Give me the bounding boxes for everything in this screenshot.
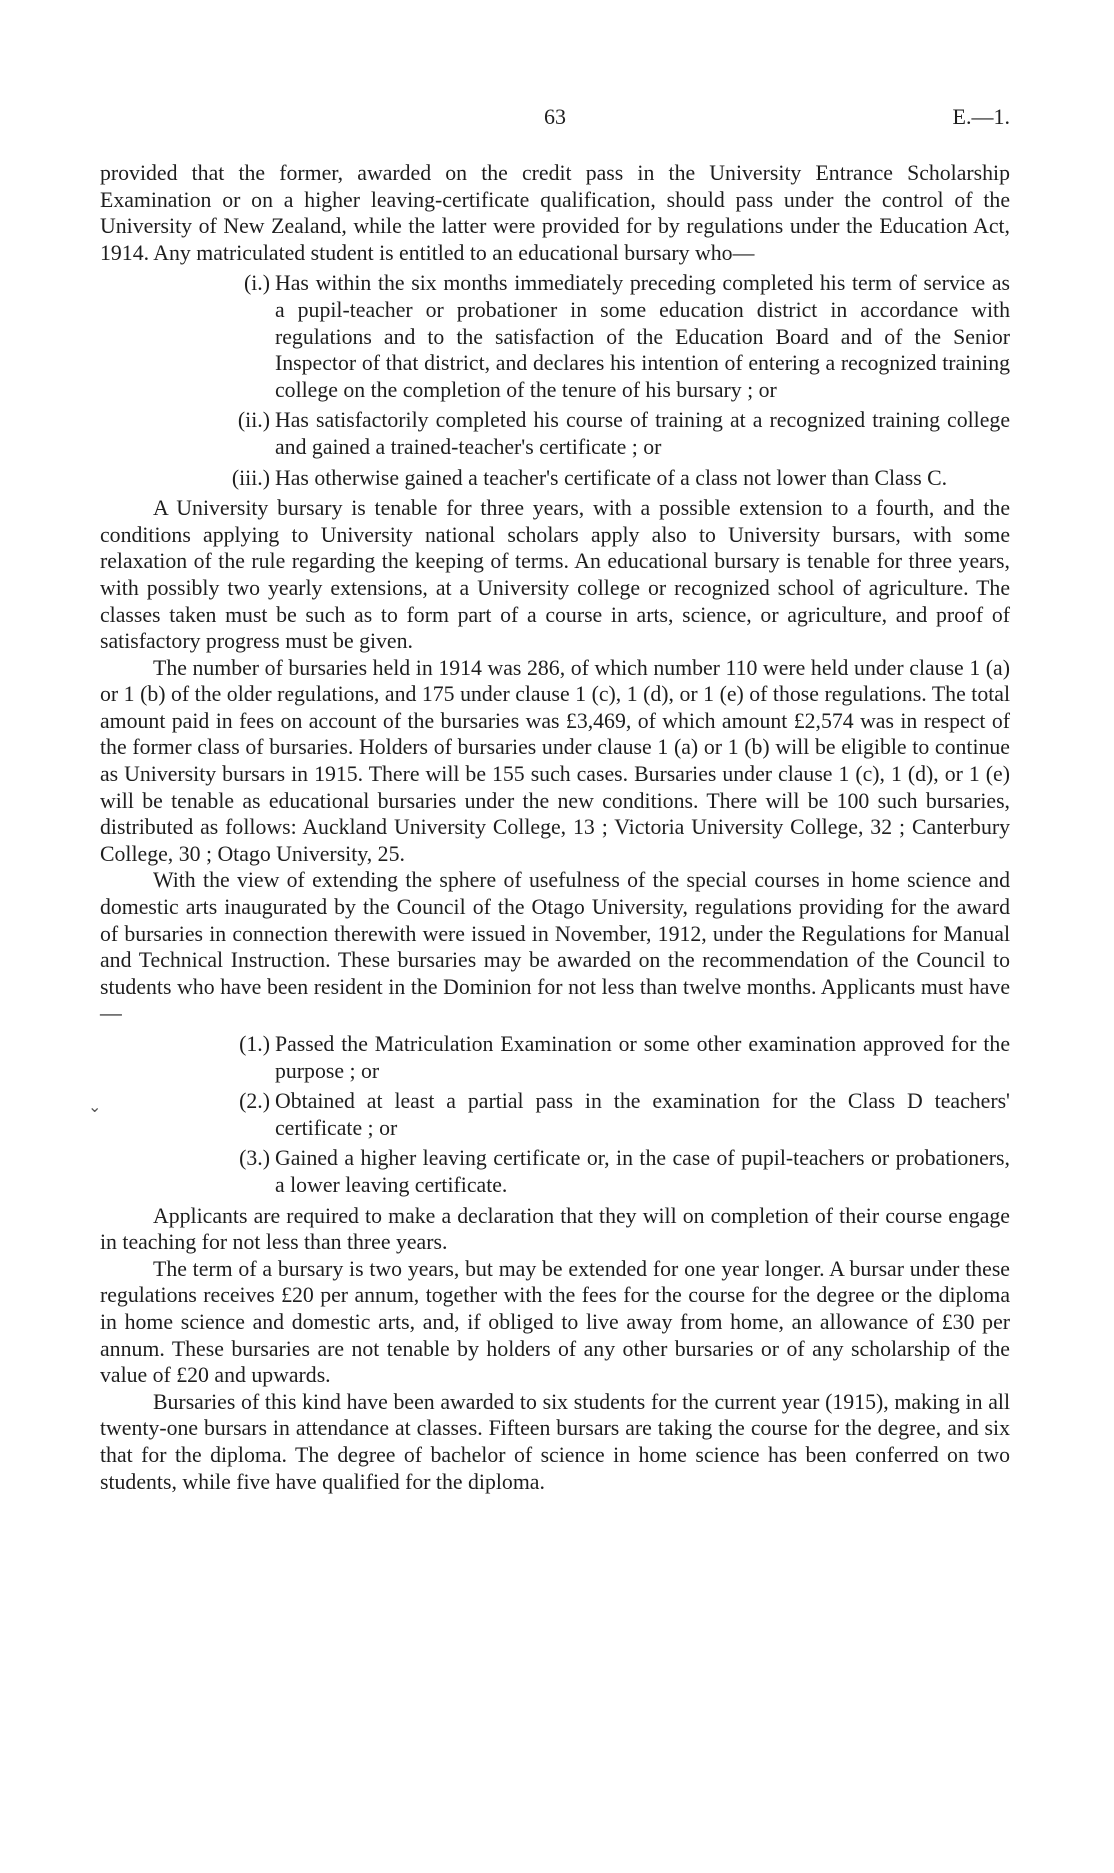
list-item-text: Obtained at least a partial pass in the examination for the Class D teachers' certificate ; or	[275, 1089, 1010, 1140]
document-reference: E.—1.	[952, 104, 1010, 129]
margin-mark-icon: ⌄	[88, 1099, 102, 1116]
page-header	[100, 104, 1010, 134]
eligibility-list	[100, 270, 1010, 491]
page-number: 63	[544, 104, 566, 129]
list-marker: (1.)	[239, 1032, 270, 1056]
list-marker: (ii.)	[237, 408, 270, 433]
paragraph-6: The term of a bursary is two years, but may be extended for one year longer. A bursar under these regulations receives £20 per annum, together with the fees for the course for the degree or the diploma in home science and domestic arts, and, if obliged to live away from home, an allowance of £30 per annum. These bursaries are not tenable by holders of any other bursaries or of any scholarship of the value of £20 and upwards.	[100, 1256, 1010, 1388]
list-marker: (3.)	[239, 1146, 270, 1171]
list-item-text: Gained a higher leaving certificate or, in the case of pupil-teachers or probationers, a lower leaving certificate.	[275, 1146, 1010, 1197]
paragraph-7: Bursaries of this kind have been awarded to six students for the current year (1915), making in all twenty-one bursars in attendance at classes. Fifteen bursars are taking the course for the degree, and six that for the diploma. The degree of bachelor of science in home science has been conferred on two students, while five have qualified for the diploma.	[100, 1389, 1010, 1494]
requirements-list	[100, 1031, 1010, 1199]
list-marker: (2.)	[239, 1089, 270, 1114]
paragraph-3: The number of bursaries held in 1914 was 286, of which number 110 were held under clause 1 (a) or 1 (b) of the older regulations, and 175 under clause 1 (c), 1 (d), or 1 (e) of those regulations. The total amount paid in fees on account of the bursaries was £3,469, of which amount £2,574 was in respect of the former class of bursaries. Holders of bursaries under clause 1 (a) or 1 (b) will be eligible to continue as University bursars in 1915. There will be 155 such cases. Bursaries under clause 1 (c), 1 (d), or 1 (e) will be tenable as educational bursaries under the new conditions. There will be 100 such bursaries, distributed as follows: Auckland University College, 13 ; Victoria University College, 32 ; Canterbury College, 30 ; Otago University, 25.	[100, 655, 1010, 866]
list-item	[100, 270, 1010, 403]
list-item-text: Has satisfactorily completed his course of training at a recognized training college and gained a trained-teacher's certificate ; or	[275, 408, 1010, 459]
list-item-text: Has within the six months immediately preceding completed his term of service as a pupil-teacher or probationer in some education district in accordance with regulations and to the satisfaction of the Education Board and of the Senior Inspector of that district, and declares his intention of entering a recognized training college on the completion of the tenure of his bursary ; or	[275, 271, 1010, 402]
paragraph-2: A University bursary is tenable for three years, with a possible extension to a fourth, and the conditions applying to University national scholars apply also to University bursars, with some relaxation of the rule regarding the keeping of terms. An educational bursary is tenable for three years, with possibly two yearly extensions, at a University college or recognized school of agriculture. The classes taken must be such as to form part of a course in arts, science, or agriculture, and proof of satisfactory progress must be given.	[100, 496, 1010, 654]
paragraph-5: Applicants are required to make a declaration that they will on completion of their course engage in teaching for not less than three years.	[100, 1203, 1010, 1255]
paragraph-4: With the view of extending the sphere of usefulness of the special courses in home science and domestic arts inaugurated by the Council of the Otago University, regulations providing for the award of bursaries in connection therewith were issued in November, 1912, under the Regulations for Manual and Technical Instruction. These bursaries may be awarded on the recommendation of the Council to students who have been resident in the Dominion for not less than twelve months. Applicants must have—	[100, 868, 1010, 1026]
paragraph-1: provided that the former, awarded on the credit pass in the University Entrance Scholarship Examination or on a higher leaving-certificate qualification, should pass under the control of the University of New Zealand, while the latter were provided for by regulations under the Education Act, 1914. Any matriculated student is entitled to an educational bursary who—	[100, 161, 1010, 265]
list-item	[100, 1145, 1010, 1198]
list-item	[100, 407, 1010, 460]
list-item	[100, 465, 1010, 492]
list-item	[100, 1088, 1010, 1141]
list-item	[100, 1031, 1010, 1084]
list-marker: (i.)	[243, 271, 270, 296]
body-text	[100, 160, 1010, 1495]
list-item-text: Has otherwise gained a teacher's certificate of a class not lower than Class C.	[275, 465, 948, 490]
list-marker: (iii.)	[231, 465, 270, 490]
list-item-text: Passed the Matriculation Examination or some other examination approved for the purpose ; or	[275, 1032, 1010, 1083]
